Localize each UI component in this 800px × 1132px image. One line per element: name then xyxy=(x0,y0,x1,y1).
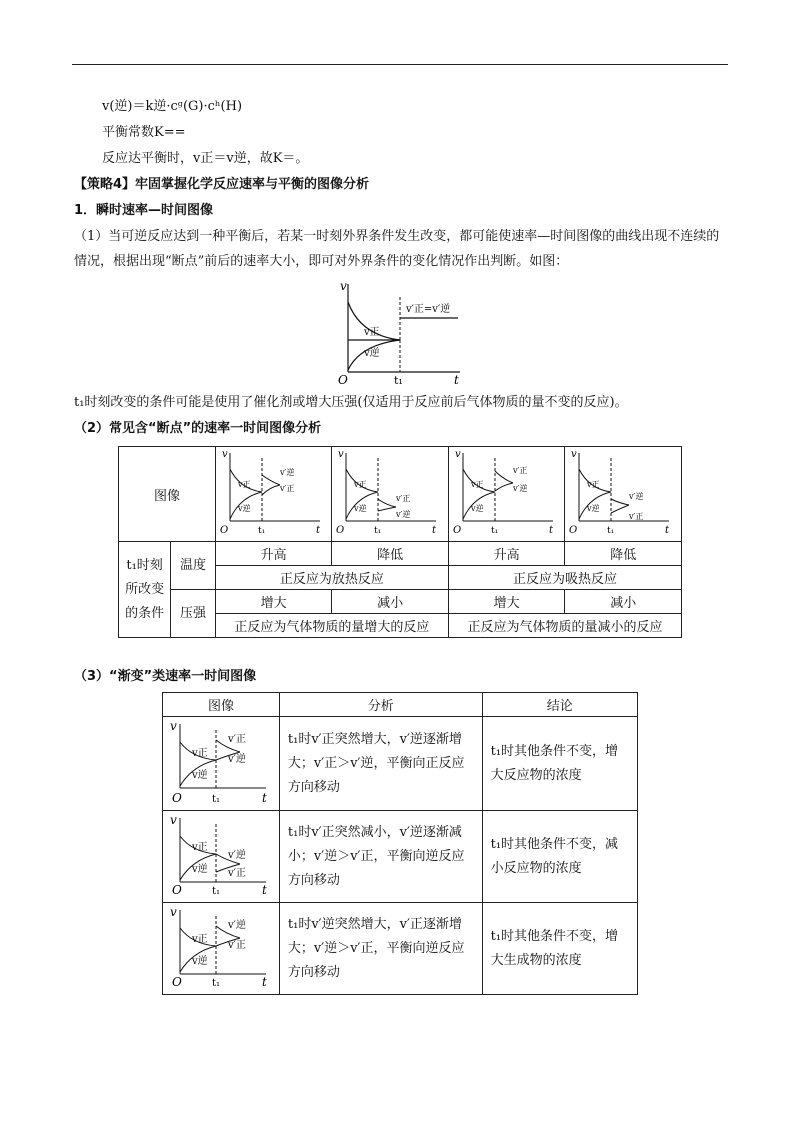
header-image: 图像 xyxy=(163,693,280,717)
svg-text:v正: v正 xyxy=(191,933,208,945)
svg-text:v逆: v逆 xyxy=(191,863,208,875)
graph-temp-up-exo xyxy=(218,447,330,537)
v-fwd-label: v正 xyxy=(364,327,380,338)
svg-text:O: O xyxy=(171,882,182,897)
gradual-graph-cell-3 xyxy=(163,903,280,995)
condition-row-label: t₁时刻所改变的条件 xyxy=(119,542,171,638)
header-rule xyxy=(72,64,728,65)
svg-text:v: v xyxy=(169,812,177,827)
svg-text:v: v xyxy=(169,718,177,733)
svg-text:v: v xyxy=(338,449,344,460)
svg-text:t₁: t₁ xyxy=(211,885,220,897)
svg-text:v: v xyxy=(571,449,577,460)
gradual-graph-cell-2 xyxy=(163,811,280,903)
svg-text:v′正: v′正 xyxy=(512,466,528,475)
svg-text:v: v xyxy=(221,449,228,460)
svg-text:O: O xyxy=(452,525,461,536)
svg-text:v′正: v′正 xyxy=(396,494,411,503)
header-analysis: 分析 xyxy=(279,693,482,717)
svg-text:v逆: v逆 xyxy=(191,769,208,781)
svg-text:v′正: v′正 xyxy=(227,867,246,879)
conclusion-cell-2: t₁时其他条件不变，减小反应物的浓度 xyxy=(482,811,637,903)
temp-value-1: 升高 xyxy=(215,542,332,566)
graph-temp-down-endo xyxy=(567,447,679,537)
conclusion-cell-1: t₁时其他条件不变，增大反应物的浓度 xyxy=(482,717,637,811)
pressure-value-1: 增大 xyxy=(215,590,332,614)
svg-text:t: t xyxy=(261,882,267,897)
temp-value-2: 降低 xyxy=(332,542,449,566)
t1-label: t₁ xyxy=(394,374,403,387)
svg-text:t: t xyxy=(261,974,267,989)
graph-cell-3 xyxy=(448,447,565,542)
temp-note-1: 正反应为放热反应 xyxy=(215,566,448,590)
pressure-value-3: 增大 xyxy=(448,590,565,614)
svg-text:v′逆: v′逆 xyxy=(512,484,528,493)
svg-text:t₁: t₁ xyxy=(211,793,220,805)
svg-text:v: v xyxy=(169,904,177,919)
svg-text:v′逆: v′逆 xyxy=(227,753,246,765)
pressure-value-4: 减小 xyxy=(565,590,682,614)
svg-text:v逆: v逆 xyxy=(470,504,484,513)
svg-text:v′正: v′正 xyxy=(629,512,644,521)
image-row-label: 图像 xyxy=(119,447,216,542)
graph-cell-4 xyxy=(565,447,682,542)
svg-text:t₁: t₁ xyxy=(257,526,265,536)
svg-text:v正: v正 xyxy=(191,747,208,759)
svg-text:t₁: t₁ xyxy=(490,526,498,536)
svg-text:v′逆: v′逆 xyxy=(279,468,295,477)
svg-text:v′逆: v′逆 xyxy=(227,849,246,861)
svg-text:O: O xyxy=(219,525,228,536)
temp-value-3: 升高 xyxy=(448,542,565,566)
svg-text:t₁: t₁ xyxy=(374,526,382,536)
header-conclusion: 结论 xyxy=(482,693,637,717)
svg-text:v逆: v逆 xyxy=(587,504,600,513)
graph-temp-down-exo xyxy=(334,447,446,537)
svg-text:O: O xyxy=(171,790,182,805)
table-row xyxy=(163,903,638,995)
svg-text:v′逆: v′逆 xyxy=(396,510,411,519)
svg-text:v逆: v逆 xyxy=(237,504,251,513)
axis-t-label: t xyxy=(454,373,459,387)
graph-temp-up-endo xyxy=(451,447,563,537)
break-point-table xyxy=(118,446,682,638)
graph-increase-product xyxy=(166,904,276,990)
svg-text:v正: v正 xyxy=(191,841,208,853)
equilibrium-constant-formula: 平衡常数K== xyxy=(102,125,186,140)
v-rev-label: v逆 xyxy=(364,348,380,359)
pressure-value-2: 减小 xyxy=(332,590,449,614)
section1-paragraph: （1）当可逆反应达到一种平衡后，若某一时刻外界条件发生改变，都可能使速率—时间图像的曲线出现不连续的情况，根据出现“断点”前后的速率大小，即可对外界条件的变化情况作出判断。如图： xyxy=(74,229,720,269)
temp-value-4: 降低 xyxy=(565,542,682,566)
svg-text:v: v xyxy=(454,449,461,460)
svg-text:t₁: t₁ xyxy=(211,977,220,989)
temperature-label: 温度 xyxy=(171,542,216,590)
svg-text:O: O xyxy=(171,974,182,989)
svg-text:v′正: v′正 xyxy=(227,733,246,745)
vp-equal-label: v′正=v′逆 xyxy=(406,304,451,315)
analysis-cell-2: t₁时v′正突然减小，v′逆逐渐减小；v′逆＞v′正，平衡向逆反应方向移动 xyxy=(279,811,482,903)
section1-note: t₁时刻改变的条件可能是使用了催化剂或增大压强(仅适用于反应前后气体物质的量不变的反应)。 xyxy=(74,395,628,410)
svg-text:v正: v正 xyxy=(237,480,251,489)
pressure-label: 压强 xyxy=(171,590,216,638)
svg-text:v′正: v′正 xyxy=(279,484,295,493)
graph-cell-2 xyxy=(332,447,449,542)
graph-cell-1 xyxy=(215,447,332,542)
svg-text:v正: v正 xyxy=(587,480,600,489)
svg-text:t: t xyxy=(548,525,553,536)
analysis-cell-3: t₁时v′逆突然增大，v′正逐渐增大；v′逆＞v′正，平衡向逆反应方向移动 xyxy=(279,903,482,995)
svg-text:v逆: v逆 xyxy=(354,504,367,513)
instant-rate-graph xyxy=(330,280,470,388)
rate-reverse-formula: v(逆)＝k逆·cᵍ(G)·cʰ(H) xyxy=(102,99,243,114)
pressure-note-2: 正反应为气体物质的量减小的反应 xyxy=(448,614,681,638)
svg-text:v正: v正 xyxy=(470,480,484,489)
conclusion-cell-3: t₁时其他条件不变，增大生成物的浓度 xyxy=(482,903,637,995)
section1-title: 1．瞬时速率—时间图像 xyxy=(74,203,214,218)
svg-text:t: t xyxy=(315,525,320,536)
svg-text:v′逆: v′逆 xyxy=(629,492,644,501)
graph-decrease-reactant xyxy=(166,812,276,898)
gradual-change-table xyxy=(162,692,638,995)
svg-text:O: O xyxy=(336,525,345,536)
temp-note-2: 正反应为吸热反应 xyxy=(448,566,681,590)
svg-text:t₁: t₁ xyxy=(607,526,615,536)
svg-text:v逆: v逆 xyxy=(191,955,208,967)
svg-text:t: t xyxy=(665,525,670,536)
svg-text:O: O xyxy=(569,525,578,536)
origin-label: O xyxy=(338,373,348,387)
svg-text:v正: v正 xyxy=(354,480,367,489)
section2-title: （2）常见含“断点”的速率一时间图像分析 xyxy=(74,421,322,436)
table-row xyxy=(163,717,638,811)
gradual-graph-cell-1 xyxy=(163,717,280,811)
table-row xyxy=(163,811,638,903)
svg-text:v′正: v′正 xyxy=(227,939,246,951)
analysis-cell-1: t₁时v′正突然增大，v′逆逐渐增大；v′正＞v′逆，平衡向正反应方向移动 xyxy=(279,717,482,811)
graph-increase-reactant xyxy=(166,718,276,806)
section3-title: （3）“渐变”类速率一时间图像 xyxy=(74,669,257,684)
svg-text:v′逆: v′逆 xyxy=(227,919,246,931)
svg-text:t: t xyxy=(432,525,437,536)
strategy-title: 【策略4】牢固掌握化学反应速率与平衡的图像分析 xyxy=(74,177,370,192)
axis-v-label: v xyxy=(340,280,347,293)
equilibrium-condition-text: 反应达平衡时，v正＝v逆，故K＝。 xyxy=(102,151,309,166)
pressure-note-1: 正反应为气体物质的量增大的反应 xyxy=(215,614,448,638)
svg-text:t: t xyxy=(261,790,267,805)
